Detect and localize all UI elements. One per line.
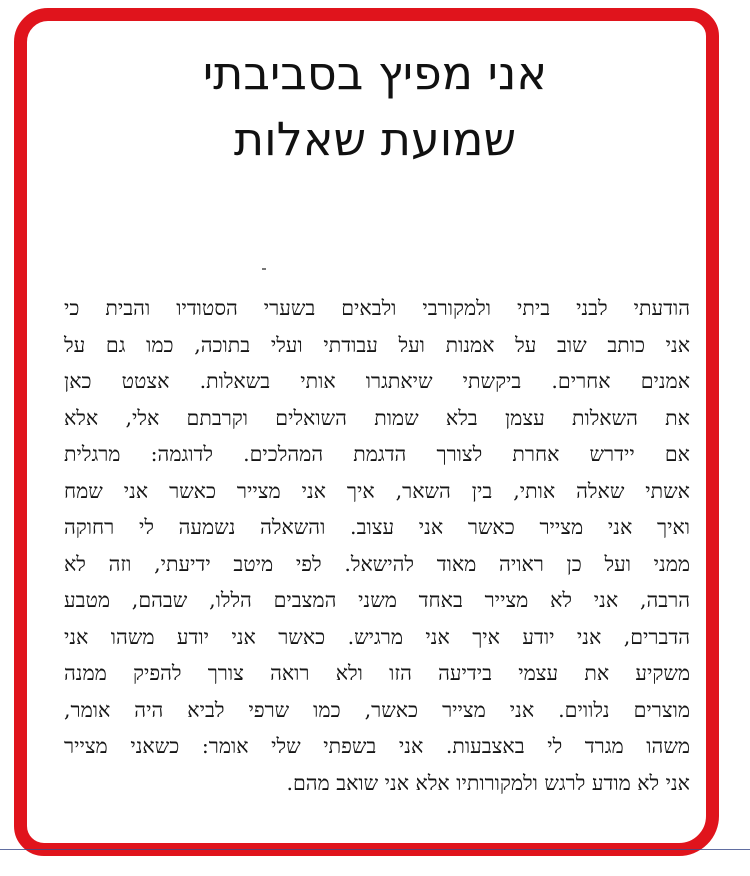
text-line: אשתי שאלה אותי, בין השאר, איך אני מצייר כאשר אני שמח (64, 478, 690, 503)
text-line: ממני ועל כן ראויה מאוד להישאל. לפי מיטב ידיעתי, וזה לא (64, 551, 690, 576)
title-line-1: אני מפיץ בסביבתי (202, 46, 548, 100)
text-line: מוצרים נלווים. אני מצייר כאשר, כמו שרפי לביא היה אומר, (64, 697, 690, 722)
text-line: את השאלות עצמן בלא שמות השואלים וקרבתם אלי, אלא (64, 405, 690, 430)
text-line: משקיע את עצמי בידיעה הזו ולא רואה צורך להפיק ממנה (64, 661, 690, 685)
text-line: אני כותב שוב על אמנות ועל עבודתי ועלי בתוכה, כמו גם על (64, 332, 690, 357)
title-line-2: שמועת שאלות (233, 112, 517, 166)
text-line: הרבה, אני לא מצייר באחד משני המצבים הללו, שבהם, מטבע (64, 588, 690, 612)
bottom-scan-line (0, 849, 750, 850)
text-line: הודעתי לבני ביתי ולמקורבי ולבאים בשערי הסטודיו והבית כי (64, 296, 690, 320)
text-line: משהו מגרד לי באצבעות. אני בשפתי שלי אומר: כשאני מצייר (64, 734, 690, 758)
body-paragraph (64, 290, 690, 801)
text-line: ואיך אני מצייר כאשר אני עצוב. והשאלה נשמעה לי רחוקה (64, 515, 690, 539)
text-line: אני לא מודע לרגש ולמקורותיו אלא אני שואב מהם. (286, 770, 690, 795)
text-line: אם יידרש אחרת לצורך הדגמת המהלכים. לדוגמה: מרגלית (64, 442, 690, 466)
page-title (0, 40, 750, 172)
text-line: אמנים אחרים. ביקשתי שיאתגרו אותי בשאלות. אצטט כאן (64, 369, 690, 393)
ink-speck (262, 268, 266, 270)
text-line: הדברים, אני יודע איך אני מרגיש. כאשר אני יודע משהו אני (64, 624, 690, 649)
